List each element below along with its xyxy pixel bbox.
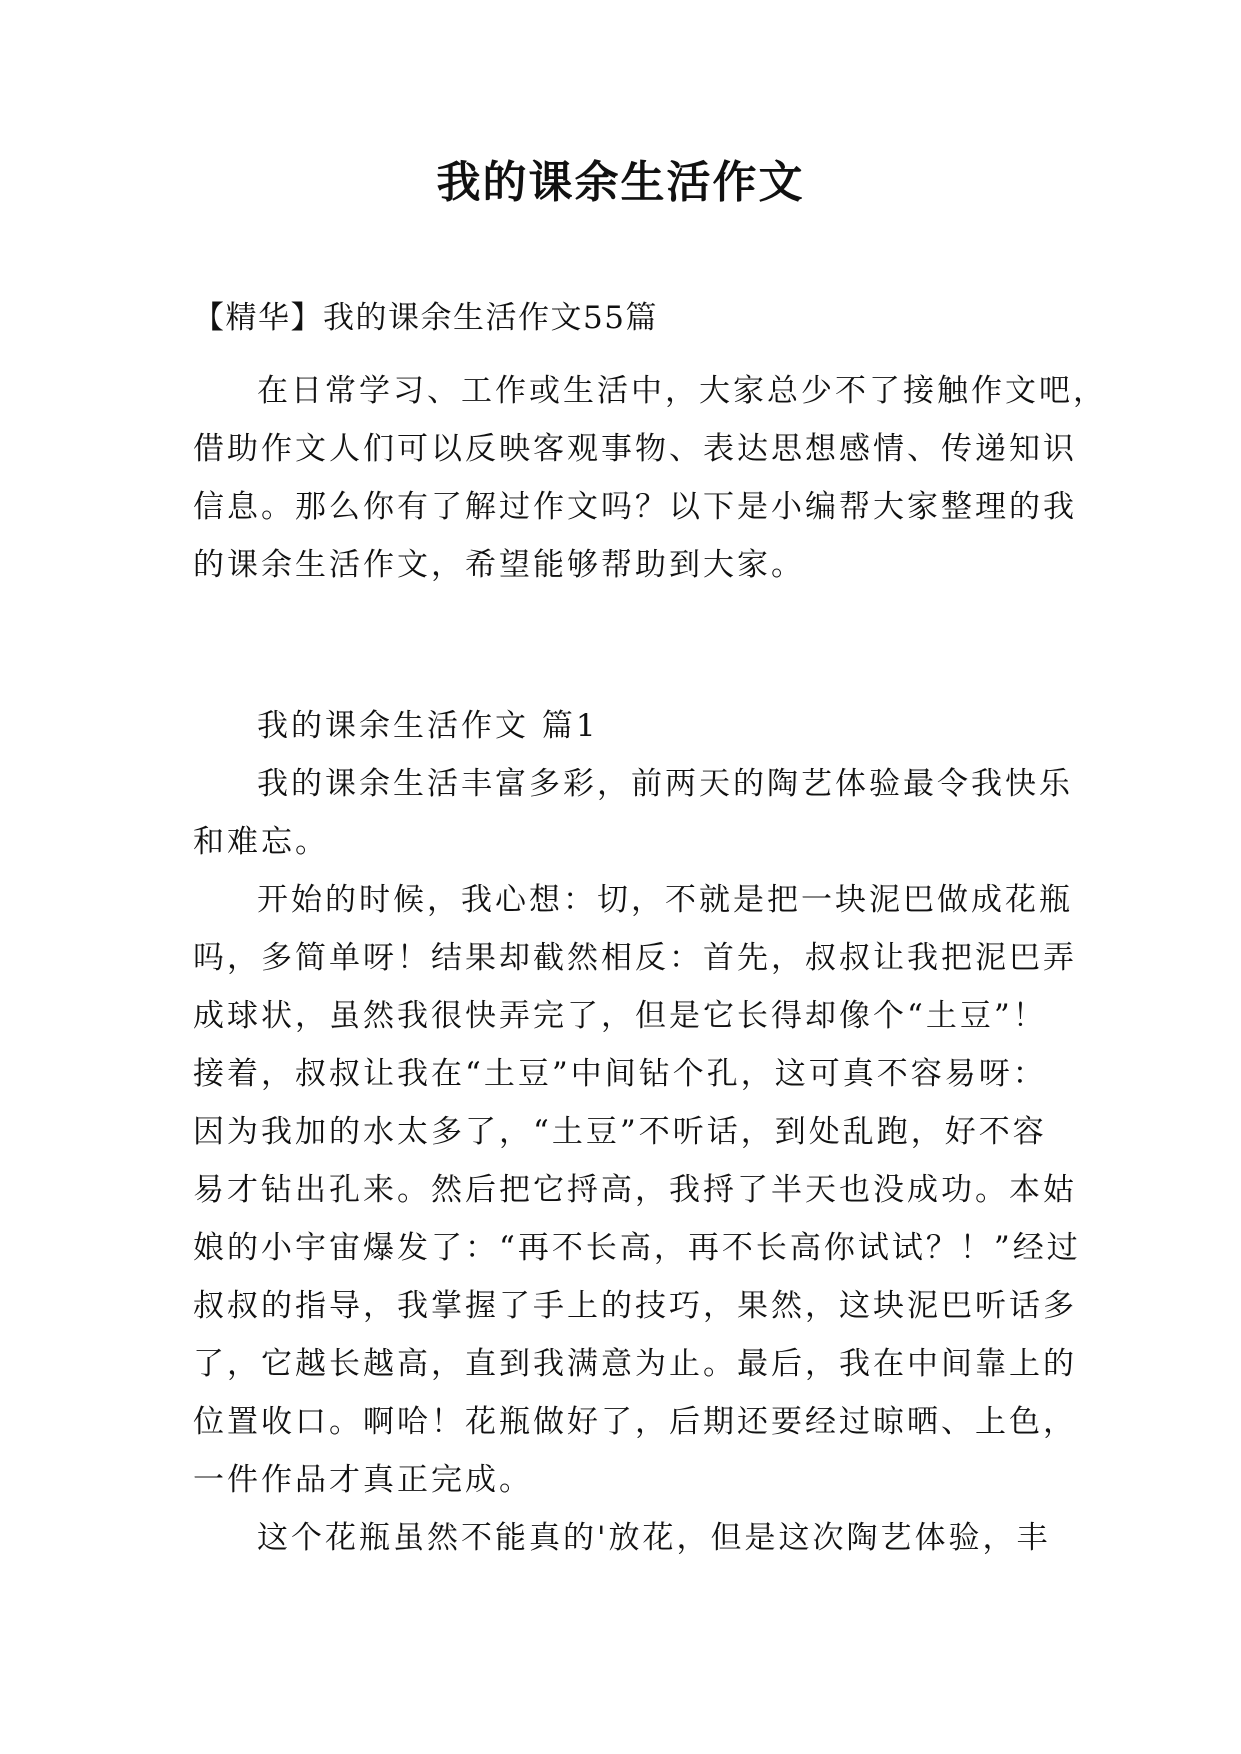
paragraph-line: 因为我加的水太多了，“土豆”不听话，到处乱跑，好不容	[193, 1114, 1047, 1150]
paragraph-line: 我的课余生活丰富多彩，前两天的陶艺体验最令我快乐	[257, 766, 1073, 802]
paragraph-line: 了，它越长越高，直到我满意为止。最后，我在中间靠上的	[193, 1346, 1077, 1382]
paragraph-line: 吗，多简单呀！结果却截然相反：首先，叔叔让我把泥巴弄	[193, 940, 1077, 976]
intro-line: 信息。那么你有了解过作文吗？以下是小编帮大家整理的我	[193, 489, 1077, 525]
paragraph-line: 成球状，虽然我很快弄完了，但是它长得却像个“土豆”！	[193, 998, 1047, 1034]
intro-line: 在日常学习、工作或生活中，大家总少不了接触作文吧，	[257, 373, 1107, 409]
document-title: 我的课余生活作文	[436, 157, 805, 208]
paragraph-line: 开始的时候，我心想：切，不就是把一块泥巴做成花瓶	[257, 882, 1073, 918]
body-paragraph-3	[193, 1509, 1063, 1567]
paragraph-line: 这个花瓶虽然不能真的'放花，但是这次陶艺体验，丰	[257, 1520, 1051, 1556]
section-heading-block	[193, 697, 1063, 755]
paragraph-line: 位置收口。啊哈！花瓶做好了，后期还要经过晾晒、上色，	[193, 1404, 1077, 1440]
body-paragraph-1	[193, 755, 1073, 871]
paragraph-line: 易才钻出孔来。然后把它捋高，我捋了半天也没成功。本姑	[193, 1172, 1077, 1208]
paragraph-line: 一件作品才真正完成。	[193, 1462, 533, 1498]
paragraph-line: 接着，叔叔让我在“土豆”中间钻个孔，这可真不容易呀：	[193, 1056, 1047, 1092]
paragraph-line: 叔叔的指导，我掌握了手上的技巧，果然，这块泥巴听话多	[193, 1288, 1077, 1324]
intro-paragraph	[193, 362, 1107, 594]
intro-line: 的课余生活作文，希望能够帮助到大家。	[193, 547, 805, 583]
body-paragraph-2	[193, 871, 1081, 1509]
paragraph-line: 娘的小宇宙爆发了：“再不长高，再不长高你试试？！”经过	[193, 1230, 1081, 1266]
intro-line: 借助作文人们可以反映客观事物、表达思想感情、传递知识	[193, 431, 1077, 467]
document-subtitle: 【精华】我的课余生活作文55篇	[193, 300, 658, 336]
paragraph-line: 和难忘。	[193, 824, 329, 860]
section-heading: 我的课余生活作文 篇1	[257, 708, 599, 744]
